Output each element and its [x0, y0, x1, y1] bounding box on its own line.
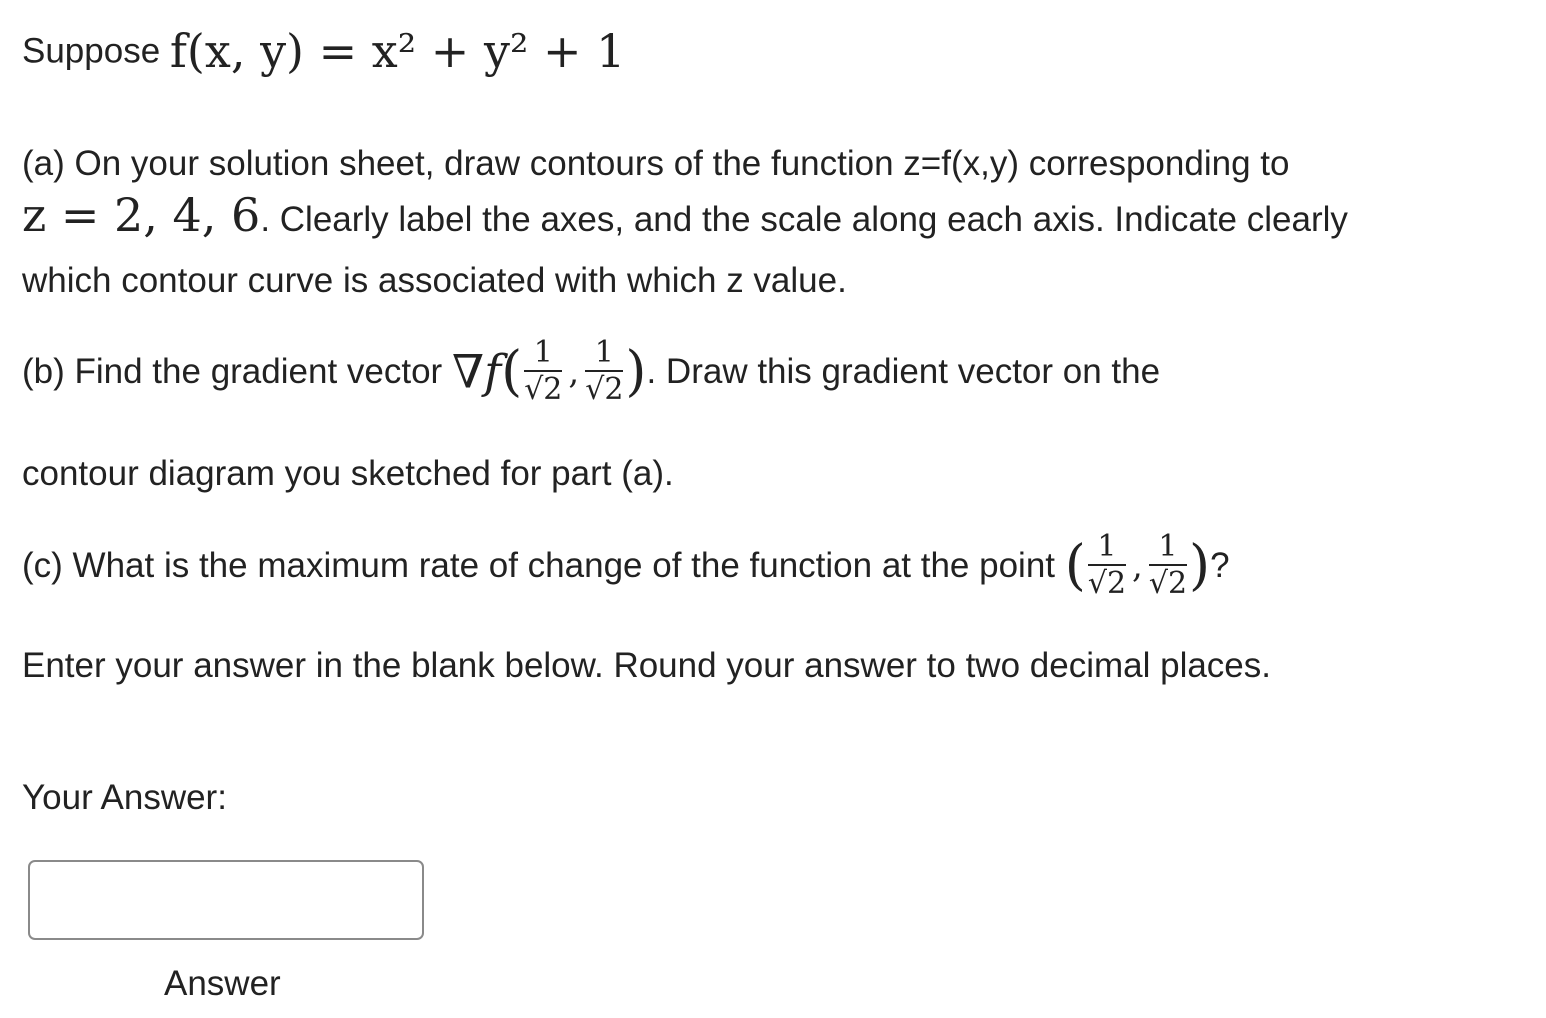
comma: ,: [1132, 545, 1143, 586]
answer-label: Answer: [164, 964, 281, 1003]
problem-intro: [22, 24, 626, 78]
part-b-line-2: contour diagram you sketched for part (a).: [22, 454, 674, 493]
open-paren: (: [1064, 533, 1086, 597]
part-a-instructions: . Clearly label the axes, and the scale along each axis. Indicate clearly: [260, 200, 1348, 239]
function-name: f: [484, 344, 502, 399]
open-paren: (: [501, 339, 523, 403]
point-x-denominator: √2: [1087, 566, 1127, 601]
contour-levels: z = 2, 4, 6: [22, 188, 261, 242]
intro-lead: Suppose: [22, 31, 161, 71]
fraction-y: [585, 335, 624, 407]
answer-input[interactable]: [28, 860, 424, 940]
fraction-y-numerator: 1: [585, 338, 623, 372]
close-paren: ): [625, 339, 647, 403]
fraction-y-denominator: √2: [585, 372, 624, 407]
your-answer-heading: Your Answer:: [22, 778, 227, 817]
comma: ,: [568, 351, 580, 392]
part-c-lead: (c) What is the maximum rate of change of the function at the point: [22, 546, 1056, 585]
fraction-x-denominator: √2: [524, 372, 563, 407]
point-x: [1087, 529, 1127, 601]
gradient-symbol: ∇: [451, 344, 485, 399]
part-b-trail: . Draw this gradient vector on the: [646, 352, 1161, 391]
fraction-x: [524, 335, 563, 407]
part-c-trail: ?: [1210, 546, 1230, 585]
point-y-denominator: √2: [1148, 566, 1188, 601]
part-c-line-1: [22, 529, 1230, 601]
part-b-line-1: [22, 335, 1161, 407]
fraction-x-numerator: 1: [524, 338, 562, 372]
function-definition: f(x, y) = x² + y² + 1: [169, 24, 626, 78]
part-a-line-2: [22, 188, 1348, 242]
part-a-line-3: which contour curve is associated with which z value.: [22, 261, 847, 300]
point-x-numerator: 1: [1088, 532, 1126, 566]
part-c-line-2: Enter your answer in the blank below. Round your answer to two decimal places.: [22, 646, 1271, 685]
point-y: [1148, 529, 1188, 601]
point-y-numerator: 1: [1149, 532, 1187, 566]
close-paren: ): [1189, 533, 1211, 597]
part-a-line-1: (a) On your solution sheet, draw contours of the function z=f(x,y) corresponding to: [22, 144, 1290, 183]
part-b-lead: (b) Find the gradient vector: [22, 352, 443, 391]
